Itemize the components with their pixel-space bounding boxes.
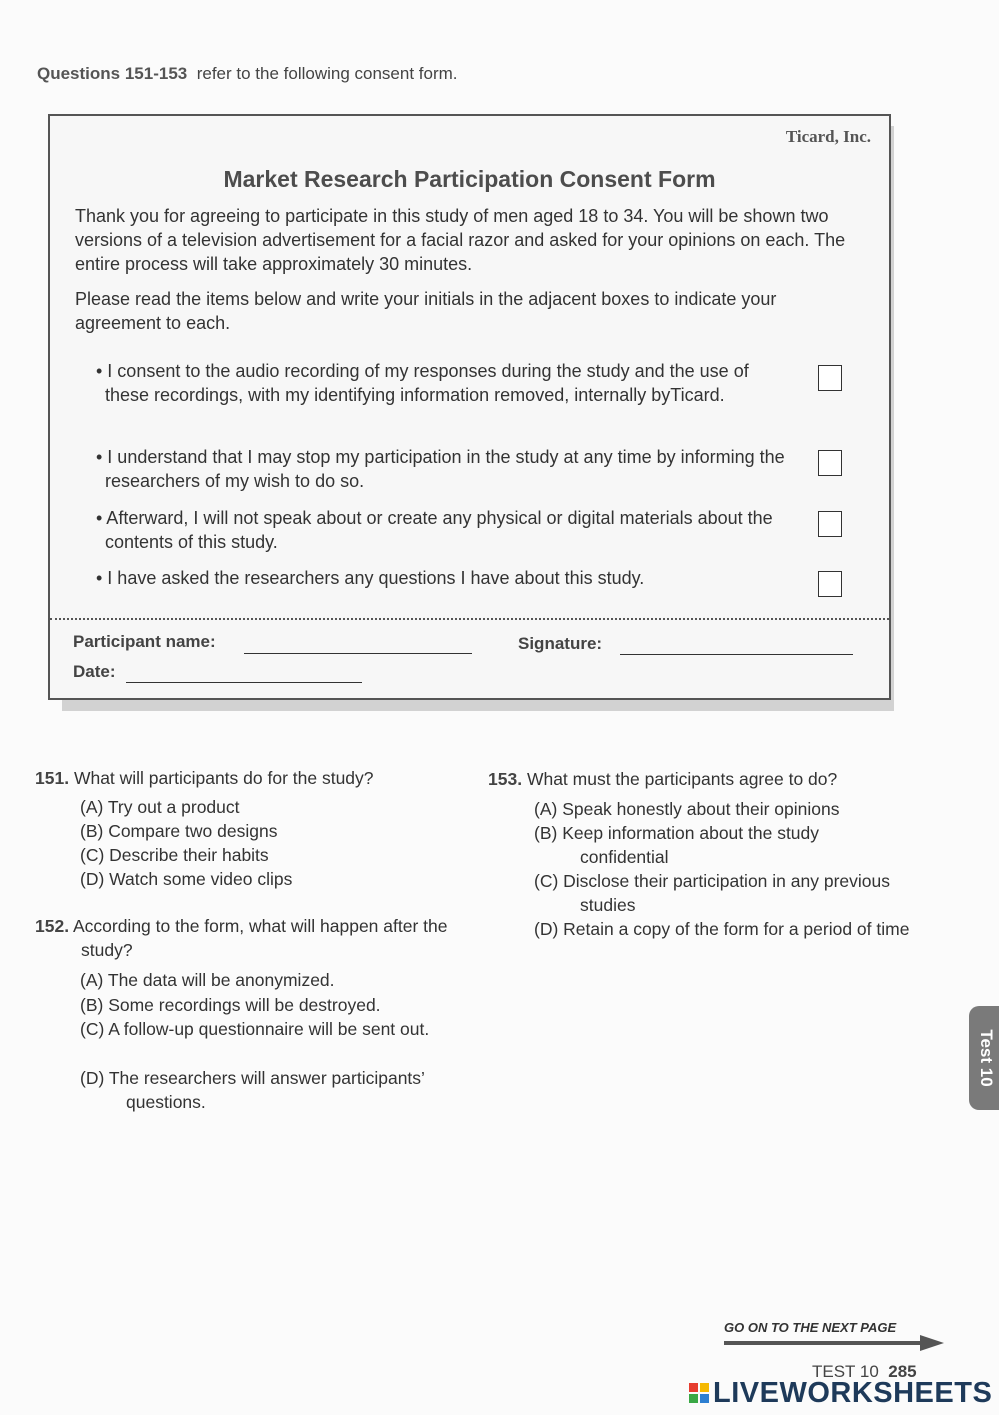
question-range: Questions 151-153 [37,64,188,83]
logo-square-blue [700,1394,709,1403]
initials-box-questions[interactable] [818,571,842,597]
option-153-c[interactable]: (C) Disclose their participation in any previous studies [534,871,890,915]
option-153-d[interactable]: (D) Retain a copy of the form for a period of time [534,919,910,939]
initials-box-withdraw[interactable] [818,450,842,476]
logo-square-green [689,1394,698,1403]
initials-box-recording[interactable] [818,365,842,391]
question-151 [35,766,455,790]
question-number: 153. [488,769,523,789]
question-153 [488,767,908,791]
signature-label: Signature: [518,634,603,653]
consent-item-recording: • I consent to the audio recording of my responses during the study and the use of these recordings, with my identifying information removed, internally byTicard. [96,361,749,405]
option-151-a[interactable]: (A) Try out a product [80,797,240,817]
question-number: 151. [35,768,70,788]
logo-square-yellow [700,1383,709,1392]
consent-item-questions: • I have asked the researchers any questions I have about this study. [96,568,645,588]
question-152 [35,914,491,962]
participant-name-label: Participant name: [73,632,216,651]
footer-test: TEST 10 [812,1362,879,1381]
page-number: 285 [888,1362,917,1381]
option-153-a[interactable]: (A) Speak honestly about their opinions [534,799,840,819]
option-151-b[interactable]: (B) Compare two designs [80,821,278,841]
divider [50,618,889,620]
participant-name-field[interactable] [244,653,472,654]
question-text: What must the participants agree to do? [526,769,838,789]
consent-item-confidential: • Afterward, I will not speak about or create any physical or digital materials about the contents of this study. [96,508,773,552]
option-152-a[interactable]: (A) The data will be anonymized. [80,970,335,990]
arrow-right-icon [724,1335,944,1351]
side-tab [969,1006,999,1110]
option-151-d[interactable]: (D) Watch some video clips [80,869,293,889]
form-title: Market Research Participation Consent Form [223,166,716,192]
date-field[interactable] [126,682,362,683]
instructions-paragraph: Please read the items below and write your initials in the adjacent boxes to indicate your agreement to each. [75,289,777,333]
watermark-text: LIVEWORKSHEETS [713,1376,993,1409]
go-on-text: GO ON TO THE NEXT PAGE [724,1320,897,1335]
logo-square-red [689,1383,698,1392]
initials-box-confidential[interactable] [818,511,842,537]
option-152-c[interactable]: (C) A follow-up questionnaire will be sent out. [80,1019,430,1039]
intro-text: refer to the following consent form. [196,64,458,83]
intro-line [37,64,458,84]
option-152-d[interactable]: (D) The researchers will answer participants’ questions. [80,1068,425,1112]
consent-form [48,114,891,700]
option-152-b[interactable]: (B) Some recordings will be destroyed. [80,995,381,1015]
option-153-b[interactable]: (B) Keep information about the study confidential [534,823,820,867]
intro-paragraph: Thank you for agreeing to participate in this study of men aged 18 to 34. You will be shown two versions of a television advertisement for a facial razor and asked for your opinions on each. The entire process will take approximately 30 minutes. [75,206,846,274]
question-number: 152. [35,916,70,936]
question-text: What will participants do for the study? [73,768,374,788]
company-name: Ticard, Inc. [785,127,871,146]
liveworksheets-watermark [689,1374,992,1412]
consent-item-withdraw: • I understand that I may stop my participation in the study at any time by informing the researchers of my wish to do so. [96,447,785,491]
liveworksheets-logo-icon [689,1383,709,1403]
option-151-c[interactable]: (C) Describe their habits [80,845,269,865]
question-text: According to the form, what will happen after the study? [72,916,448,960]
date-label: Date: [73,662,116,681]
side-tab-label: Test 10 [977,1029,996,1087]
signature-field[interactable] [620,654,853,655]
